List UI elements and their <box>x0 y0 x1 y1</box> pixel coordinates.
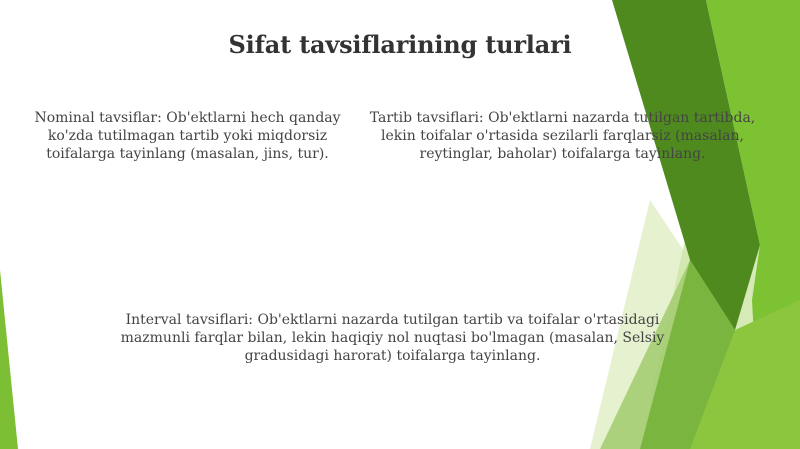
nominal-description: Nominal tavsiflar: Ob'ektlarni hech qanday ko'zda tutilmagan tartib yoki miqdorsiz toifalarga tayinlang (masalan, jins, tur). <box>34 110 341 162</box>
left-green-sliver <box>0 270 18 449</box>
ordinal-description: Tartib tavsiflari: Ob'ektlarni nazarda tutilgan tartibda, lekin toifalar o'rtasida sezilarli farqlarsiz (masalan, reytinglar, baholar) toifalarga tayinlang. <box>369 110 756 162</box>
slide-title: Sifat tavsiflarining turlari <box>228 30 572 59</box>
interval-description: Interval tavsiflari: Ob'ektlarni nazarda tutilgan tartib va toifalar o'rtasidagi mazmunli farqlar bilan, lekin haqiqiy nol nuqtasi bo'lmagan (masalan, Selsiy gradusidagi harorat) toifalarga tayinlang. <box>120 312 665 364</box>
